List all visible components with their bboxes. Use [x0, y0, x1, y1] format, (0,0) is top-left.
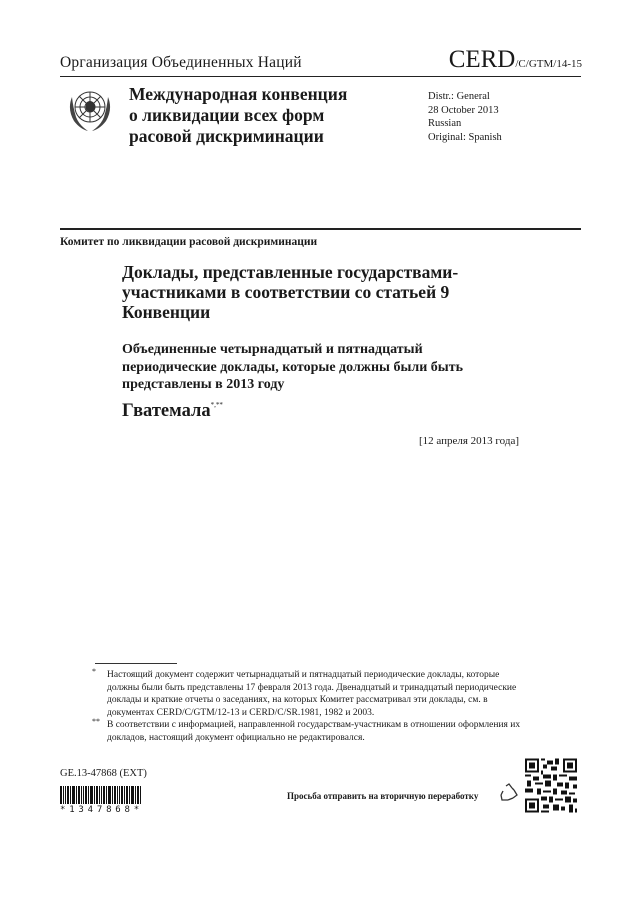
footnote-rule [95, 663, 177, 664]
document-symbol [449, 46, 582, 74]
reports-subtitle-line: представлены в 2013 году [122, 377, 285, 392]
issue-date: 28 October 2013 [428, 104, 499, 116]
footnote-mark: * [92, 667, 96, 676]
symbol-main: CERD [448, 46, 516, 73]
footnote-mark: ** [92, 717, 100, 726]
recycle-notice: Просьба отправить на вторичную переработку [287, 791, 479, 801]
country-heading [122, 401, 223, 422]
original-language: Original: Spanish [428, 131, 502, 143]
footnote-marks: *,** [210, 401, 223, 409]
reports-title-line: Доклады, представленные государствами- [122, 262, 459, 282]
reports-title-line: Конвенции [122, 302, 211, 322]
distr-label: Distr.: General [428, 91, 490, 102]
reports-subtitle [122, 341, 463, 394]
committee-name: Комитет по ликвидации расовой дискриминации [60, 236, 318, 248]
report-date: [12 апреля 2013 года] [418, 435, 519, 447]
organization-name: Организация Объединенных Наций [60, 54, 302, 71]
reports-title [122, 262, 458, 322]
section-rule [60, 228, 581, 230]
header-rule [60, 76, 581, 77]
convention-title-line: расовой дискриминации [129, 126, 324, 146]
distribution-block [428, 90, 502, 144]
footnote-text: Настоящий документ содержит четырнадцатый и пятнадцатый периодические доклады, которые должны были быть представлены 17 февраля 2013 года. Двенадцатый и тринадцатый периодические доклады и краткие отчеты о заседаниях, на которых Комитет рассматривал эти доклады, см. в документах CERD/C/GTM/12-13 и CERD/C/SR.1981, 1982 и 2003. [107, 670, 517, 718]
reports-subtitle-line: периодические доклады, которые должны были быть [122, 359, 464, 375]
footnote [92, 717, 527, 744]
language: Russian [428, 118, 462, 129]
convention-title-line: о ликвидации всех форм [129, 105, 325, 125]
footnote-text: В соответствии с информацией, направленной государствам-участникам в отношении оформления их докладов, настоящий документ официально не редактировался. [107, 720, 521, 743]
job-number: GE.13-47868 (EXT) [60, 768, 147, 779]
barcode-icon [60, 786, 150, 804]
barcode-number: *1347868* [60, 805, 143, 815]
qr-code-icon [525, 758, 577, 813]
footnotes [92, 667, 527, 744]
reports-subtitle-line: Объединенные четырнадцатый и пятнадцатый [122, 342, 423, 357]
convention-title [129, 84, 347, 147]
un-emblem-icon [64, 83, 116, 135]
recycle-icon [498, 782, 520, 804]
country-name: Гватемала [122, 401, 211, 421]
reports-title-line: участниками в соответствии со статьей 9 [122, 282, 450, 302]
convention-title-line: Международная конвенция [129, 84, 348, 104]
footnote [92, 667, 527, 719]
symbol-suffix: /C/GTM/14-15 [515, 58, 582, 70]
